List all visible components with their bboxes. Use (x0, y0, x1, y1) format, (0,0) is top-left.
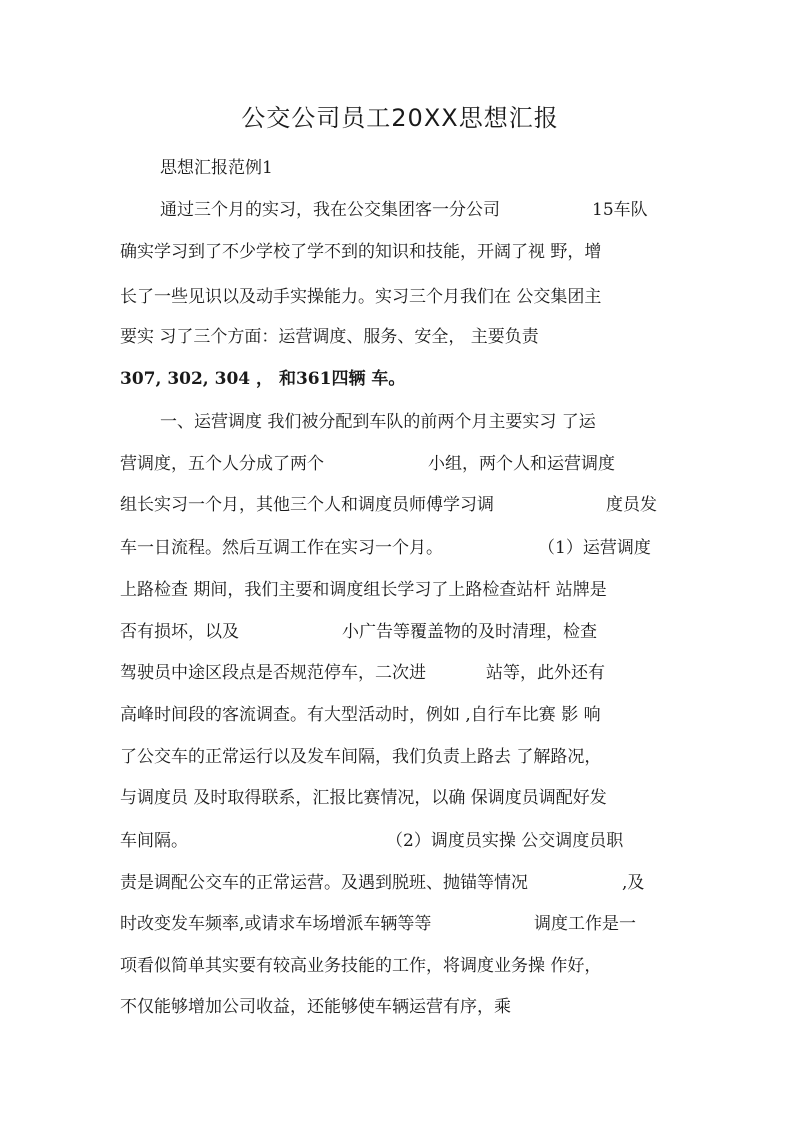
text-segment: 站等，此外还有 (486, 663, 605, 683)
text-segment: 度员发 (606, 495, 657, 515)
text-segment: 营调度，五个人分成了两个 (120, 454, 324, 474)
text-segment: （1）运营调度 (538, 538, 651, 558)
text-segment: 调度工作是一 (534, 914, 636, 934)
text-segment: 确实学习到了不少学校了学不到的知识和技能，开阔了视 野，增 (120, 242, 602, 262)
text-segment: ,及 (622, 873, 645, 893)
text-segment: 否有损坏，以及 (120, 622, 239, 642)
document-title: 公交公司员工20XX思想汇报 (241, 104, 559, 132)
text-segment: 不仅能够增加公司收益，还能够使车辆运营有序，乘 (120, 997, 511, 1017)
text-segment: 高峰时间段的客流调查。有大型活动时，例如 ,自行车比赛 影 响 (120, 705, 601, 725)
text-segment: 车间隔。 (120, 831, 188, 851)
document-subtitle: 思想汇报范例1 (160, 158, 273, 178)
text-segment: 项看似简单其实要有较高业务技能的工作，将调度业务操 作好， (120, 956, 602, 976)
text-segment: 责是调配公交车的正常运营。及遇到脱班、抛锚等情况 (120, 873, 528, 893)
text-segment: 与调度员 及时取得联系，汇报比赛情况，以确 保调度员调配好发 (120, 788, 607, 808)
text-segment: 307, 302, 304 ， 和361四辆 车。 (120, 369, 406, 389)
text-segment: 小组，两个人和运营调度 (428, 454, 615, 474)
text-segment: 组长实习一个月，其他三个人和调度员师傅学习调 (120, 495, 494, 515)
text-segment: 车一日流程。然后互调工作在实习一个月。 (120, 538, 443, 558)
text-segment: （2）调度员实操 公交调度员职 (386, 831, 624, 851)
text-segment: 驾驶员中途区段点是否规范停车，二次进 (120, 663, 426, 683)
text-segment: 时改变发车频率,或请求车场增派车辆等等 (120, 914, 432, 934)
text-segment: 长了一些见识以及动手实操能力。实习三个月我们在 公交集团主 (120, 287, 602, 307)
text-segment: 15车队 (592, 200, 648, 220)
text-segment: 上路检查 期间，我们主要和调度组长学习了上路检查站杆 站牌是 (120, 580, 607, 600)
text-segment: 要实 习了三个方面：运营调度、服务、安全， 主要负责 (120, 327, 539, 347)
text-segment: 一、运营调度 我们被分配到车队的前两个月主要实习 了运 (160, 412, 596, 432)
text-segment: 了公交车的正常运行以及发车间隔，我们负责上路去 了解路况， (120, 747, 602, 767)
text-segment: 小广告等覆盖物的及时清理，检查 (342, 622, 597, 642)
text-segment: 通过三个月的实习，我在公交集团客一分公司 (160, 200, 500, 220)
